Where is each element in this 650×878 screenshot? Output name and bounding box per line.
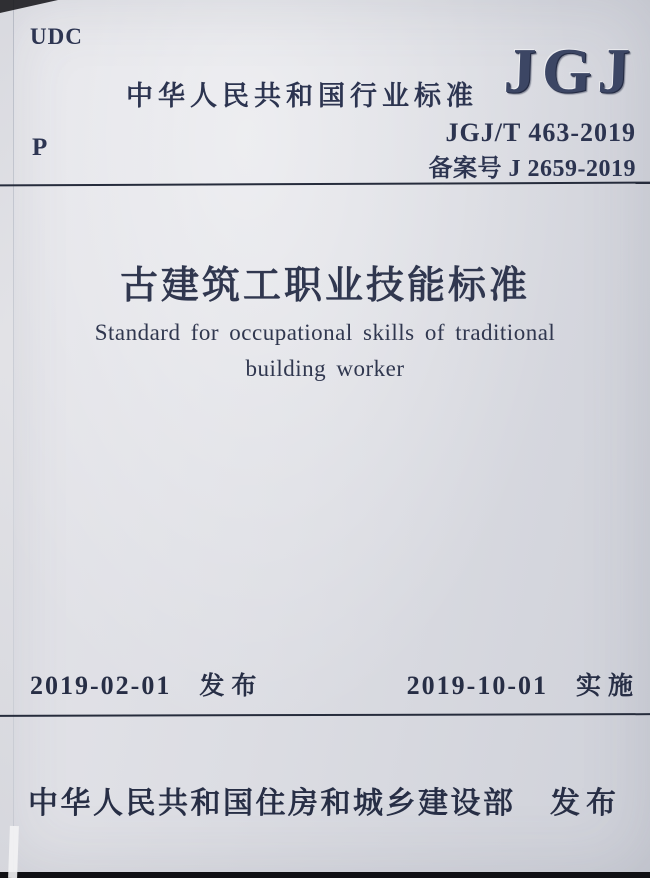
implementation-date-block xyxy=(407,666,640,702)
page-left-edge xyxy=(0,0,13,872)
implementation-date: 2019-10-01 xyxy=(406,671,548,700)
standard-number: JGJ/T 463-2019 xyxy=(445,118,636,147)
standard-title-chinese: 古建筑工职业技能标准 xyxy=(119,265,530,307)
publisher-row xyxy=(0,778,650,822)
udc-label: UDC xyxy=(30,24,83,49)
standard-category-title: 中华人民共和国行业标准 xyxy=(126,81,478,111)
jgj-logo: JGJ xyxy=(502,35,638,106)
issue-date: 2019-02-01 xyxy=(30,671,172,700)
publisher-name: 中华人民共和国住房和城乡建设部 xyxy=(28,787,516,820)
standard-title-english-line2: building worker xyxy=(245,356,405,381)
issue-label: 发布 xyxy=(199,672,264,700)
footer-divider-line xyxy=(0,713,650,717)
classification-code: P xyxy=(32,134,48,161)
record-number: 备案号 J 2659-2019 xyxy=(428,156,636,182)
implementation-label: 实施 xyxy=(575,672,640,700)
publisher-action-label: 发布 xyxy=(549,787,622,820)
issue-date-block xyxy=(30,666,263,702)
page-crease-line xyxy=(13,0,14,872)
standard-title-english-line1: Standard for occupational skills of traditional xyxy=(94,320,556,345)
page-bottom-edge-highlight xyxy=(8,826,19,878)
header-divider-line xyxy=(0,182,650,187)
